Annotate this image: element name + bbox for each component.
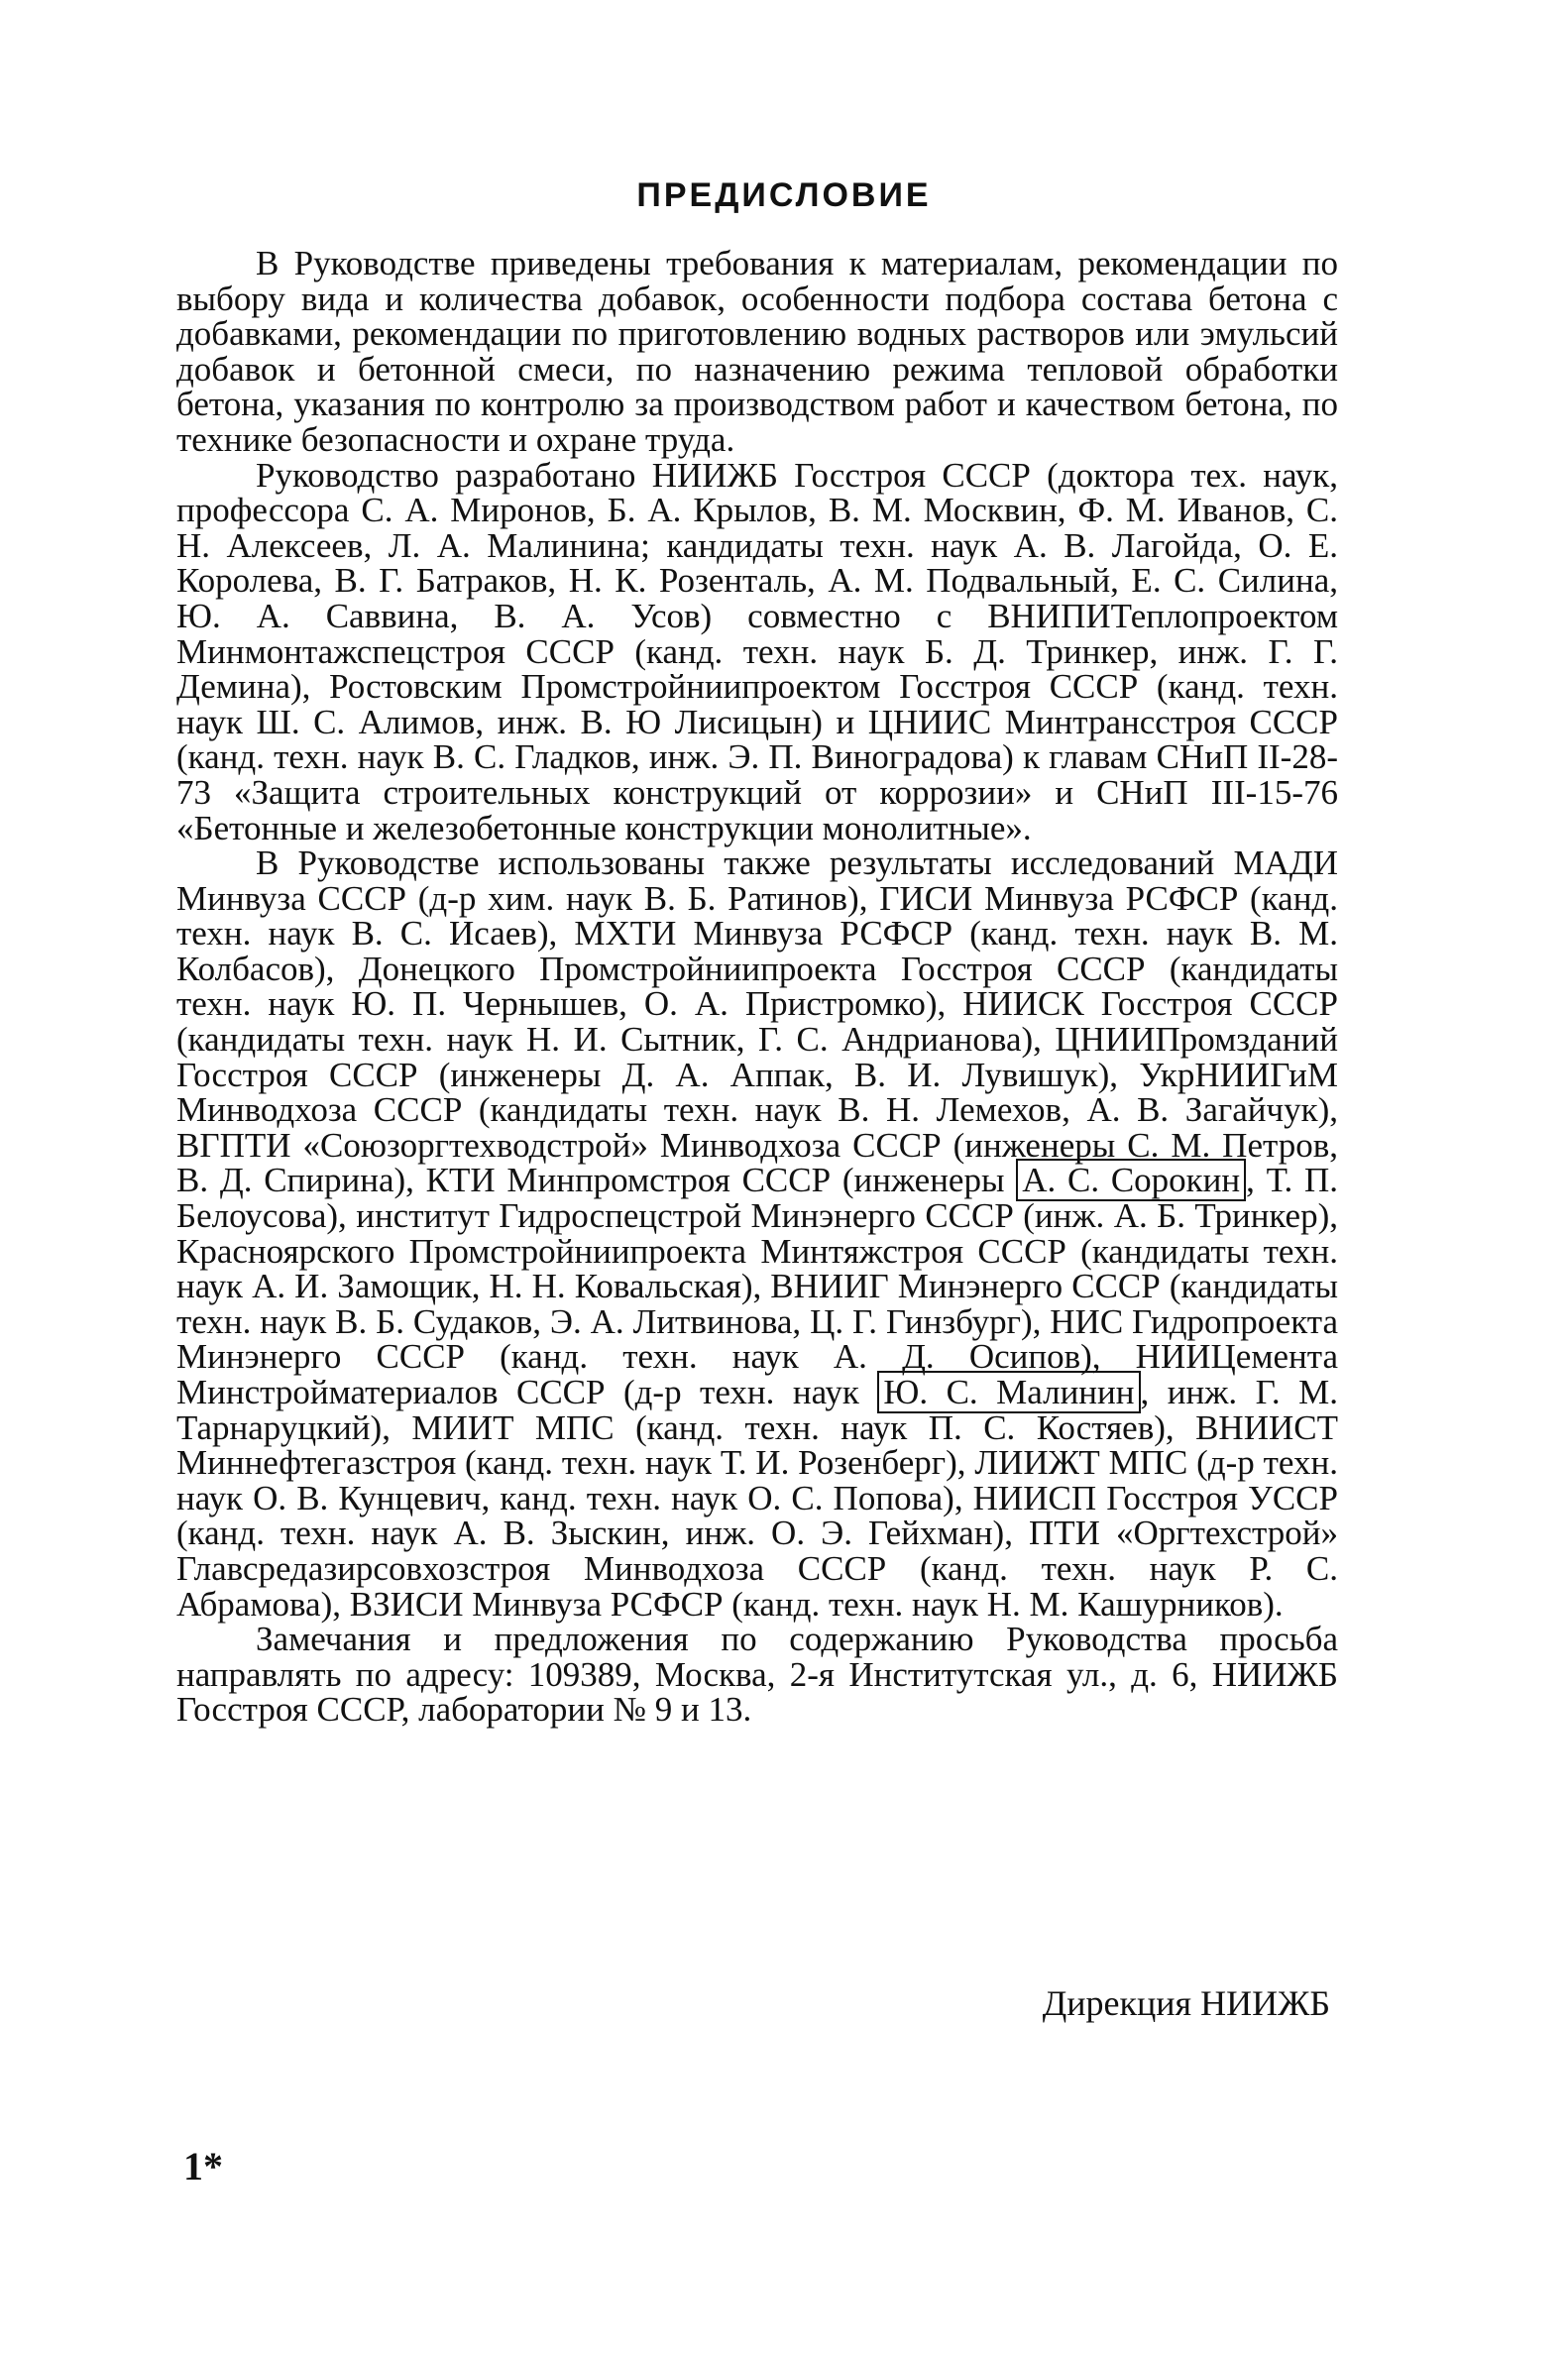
paragraph-3-part-b: , Т. П. Белоусова), институт Гидроспецстрой Минэнерго СССР (инж. А. Б. Тринкер), Красноярского Промстройниипроекта Минтяжстроя СССР (кандидаты техн. наук А. И. Замощик, Н. Н. Ковальская), ВНИИГ Минэнерго СССР (кандидаты техн. наук В. Б. Судаков, Э. А. Литвинова, Ц. Г. Гинзбург), НИС Гидропроекта Минэнерго СССР (канд. техн. наук А. Д. Осипов), НИИЦемента Минстройматериалов СССР (д-р техн. наук — [176, 1161, 1339, 1411]
boxed-name-malinin: Ю. С. Малинин — [877, 1371, 1140, 1413]
paragraph-3-part-a: В Руководстве использованы также результаты исследований МАДИ Минвуза СССР (д-р хим. наук В. Б. Ратинов), ГИСИ Минвуза РСФСР (канд. техн. наук В. С. Исаев), МХТИ Минвуза РСФСР (канд. техн. наук В. М. Колбасов), Донецкого Промстройниипроекта Госстроя СССР (кандидаты техн. наук Ю. П. Чернышев, О. А. Пристромко), НИИСК Госстроя СССР (кандидаты техн. наук Н. И. Сытник, Г. С. Андрианова), ЦНИИПромзданий Госстроя СССР (инженеры Д. А. Аппак, В. И. Лувишук), УкрНИИГиМ Минводхоза СССР (кандидаты техн. наук В. Н. Лемехов, А. В. Загайчук), ВГПТИ «Союзоргтехводстрой» Минводхоза СССР (инженеры С. М. Петров, В. Д. Спирина), КТИ Минпромстроя СССР (инженеры — [176, 843, 1338, 1200]
paragraph-2: Руководство разработано НИИЖБ Госстроя СССР (доктора тех. наук, профессора С. А. Миронов, Б. А. Крылов, В. М. Москвин, Ф. М. Иванов, С. Н. Алексеев, Л. А. Малинина; кандидаты техн. наук А. В. Лагойда, О. Е. Королева, В. Г. Батраков, Н. К. Розенталь, А. М. Подвальный, Е. С. Силина, Ю. А. Саввина, В. А. Усов) совместно с ВНИПИТеплопроектом Минмонтажспецстроя СССР (канд. техн. наук Б. Д. Тринкер, инж. Г. Г. Демина), Ростовским Промстройниипроектом Госстроя СССР (канд. техн. наук Ш. С. Алимов, инж. В. Ю Лисицын) и ЦНИИС Минтрансстроя СССР (канд. техн. наук В. С. Гладков, инж. Э. П. Виноградова) к главам СНиП II-28-73 «Защита строительных конструкций от коррозии» и СНиП III-15-76 «Бетонные и железобетонные конструкции монолитные». — [176, 455, 1338, 847]
paragraph-1: В Руководстве приведены требования к материалам, рекомендации по выбору вида и количества добавок, особенности подбора состава бетона с добавками, рекомендации по приготовлению водных растворов или эмульсий добавок и бетонной смеси, по назначению режима тепловой обработки бетона, указания по контролю за производством работ и качеством бетона, по технике безопасности и охране труда. — [176, 244, 1338, 459]
preface-body — [176, 246, 1338, 1728]
paragraph-3-part-c: , инж. Г. М. Тарнаруцкий), МИИТ МПС (канд. техн. наук П. С. Костяев), ВНИИСТ Миннефтегазстроя (канд. техн. наук Т. И. Розенберг), ЛИИЖТ МПС (д-р техн. наук О. В. Кунцевич, канд. техн. наук О. С. Попова), НИИСП Госстроя УССР (канд. техн. наук А. В. Зыскин, инж. О. Э. Гейхман), ПТИ «Оргтехстрой» Главсредазирсовхозстроя Минводхоза СССР (канд. техн. наук Р. С. Абрамова), ВЗИСИ Минвуза РСФСР (канд. техн. наук Н. М. Кашурников). — [176, 1373, 1339, 1624]
page-signature-mark: 1* — [183, 2144, 223, 2189]
boxed-name-sorokin: А. С. Сорокин — [1016, 1159, 1246, 1201]
paragraph-3 — [176, 845, 1338, 1622]
paragraph-4: Замечания и предложения по содержанию Руководства просьба направлять по адресу: 109389, Москва, 2-я Институтская ул., д. 6, НИИЖБ Госстроя СССР, лаборатории № 9 и 13. — [176, 1620, 1338, 1730]
signature: Дирекция НИИЖБ — [1042, 1983, 1330, 2023]
page-title: ПРЕДИСЛОВИЕ — [636, 176, 932, 214]
